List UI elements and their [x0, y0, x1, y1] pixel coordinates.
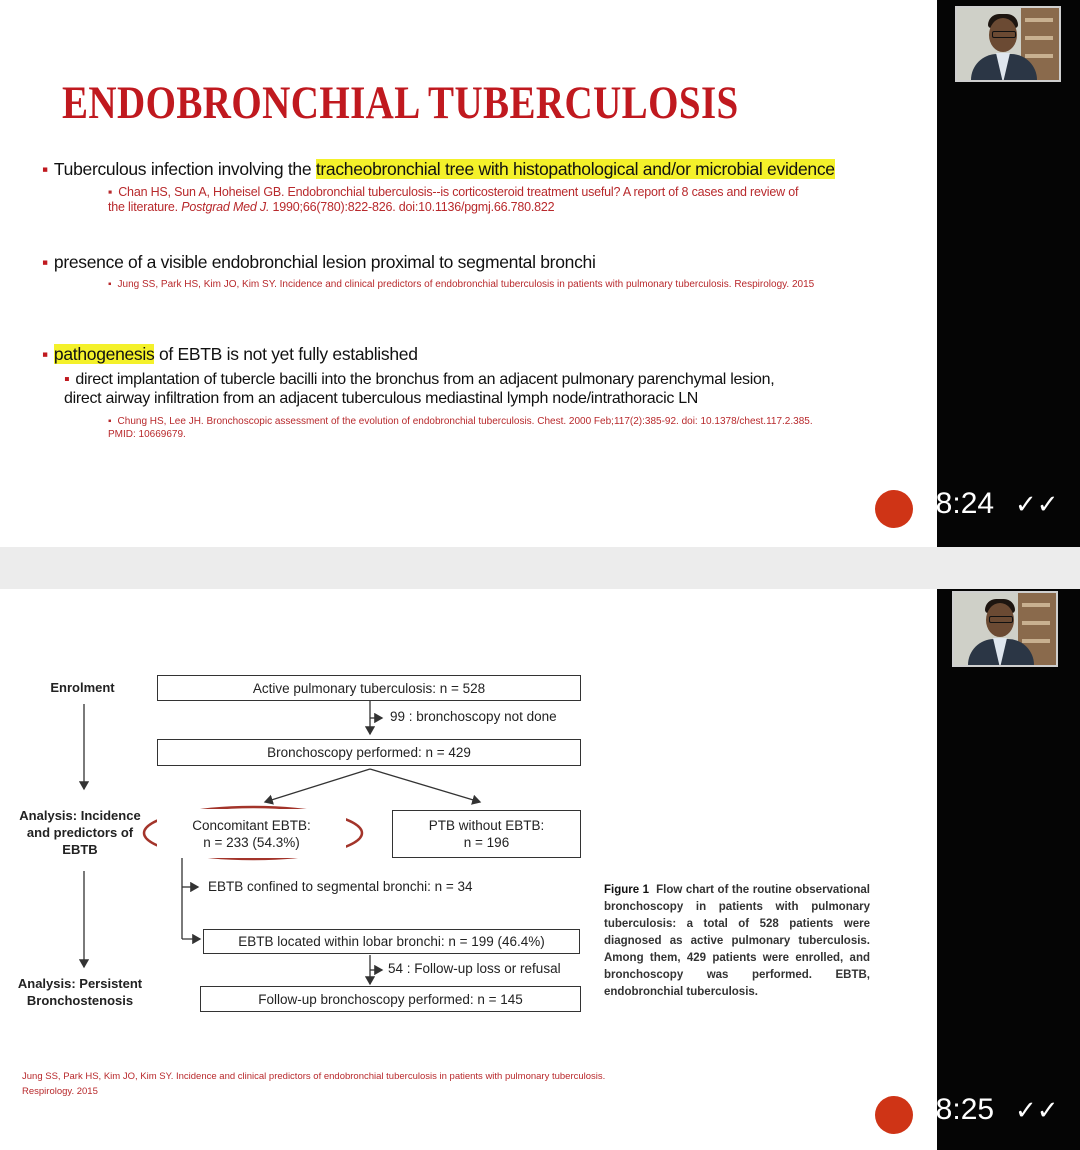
flow-label-persistent: Analysis: Persistent Bronchostenosis — [17, 976, 143, 1008]
flow-excluded-followup: 54 : Follow-up loss or refusal — [388, 961, 561, 976]
slide-bullet-definition: ▪ Tuberculous infection involving the tracheobronchial tree with histopathological and/or microbial evidence — [42, 159, 835, 179]
flow-label-enrolment: Enrolment — [50, 680, 115, 695]
slide-bullet-visible-lesion: ▪ presence of a visible endobronchial lesion proximal to segmental bronchi — [42, 252, 596, 272]
reference-1: ▪ Chan HS, Sun A, Hoheisel GB. Endobronchial tuberculosis--is corticosteroid treatment useful? A report of 8 cases and review of the literature. Postgrad Med J. 1990;66(780):822-826. doi:10.1136/pgmj.66.780.822 — [108, 185, 799, 214]
video-side-panel — [937, 0, 1080, 547]
bullet-text: Tuberculous infection involving the — [53, 159, 316, 179]
presenter-video-thumbnail — [952, 591, 1058, 667]
reference-3: ▪ Chung HS, Lee JH. Bronchoscopic assessment of the evolution of endobronchial tuberculosis. Chest. 2000 Feb;117(2):385-92. doi: 10.1378/chest.117.2.385. PMID: 10669679. — [108, 416, 813, 440]
flow-box-concomitant: Concomitant EBTB: n = 233 (54.3%) — [157, 809, 346, 858]
highlighted-text: tracheobronchial tree with histopathological and/or microbial evidence — [315, 159, 835, 179]
flow-box-lobar: EBTB located within lobar bronchi: n = 199 (46.4%) — [203, 929, 580, 954]
reference-2: ▪ Jung SS, Park HS, Kim JO, Kim SY. Incidence and clinical predictors of endobronchial tuberculosis in patients with pulmonary tuberculosis. Respirology. 2015 — [108, 279, 815, 290]
chat-image-message-1[interactable] — [0, 0, 1080, 547]
chat-image-message-2[interactable] — [0, 589, 1080, 1150]
double-check-icon: ✓✓ — [1015, 489, 1059, 519]
flowchart-connectors — [0, 589, 940, 1150]
flow-label-incidence: Analysis: Incidence and predictors of EBTB — [19, 808, 141, 857]
slide-reference: Jung SS, Park HS, Kim JO, Kim SY. Incidence and clinical predictors of endobronchial tuberculosis in patients with pulmonary tuberculosis. Respirology. 2015 — [22, 1071, 606, 1097]
message-timestamp: 18:24 ✓✓ — [875, 487, 1080, 527]
double-check-icon: ✓✓ — [1015, 1095, 1059, 1125]
flow-box-active-ptb: Active pulmonary tuberculosis: n = 528 — [157, 675, 581, 701]
video-side-panel — [937, 589, 1080, 1150]
slide-sub-bullet: ▪ direct implantation of tubercle bacilli into the bronchus from an adjacent pulmonary parenchymal lesion, direct airway infiltration from an adjacent tuberculous mediastinal lymph node/intrathoracic LN — [64, 371, 775, 407]
flow-box-followup: Follow-up bronchoscopy performed: n = 145 — [200, 986, 581, 1012]
bullet-text: presence of a visible endobronchial lesion proximal to segmental bronchi — [53, 252, 596, 272]
slide-bullet-pathogenesis: ▪ pathogenesis of EBTB is not yet fully established — [42, 344, 418, 364]
figure-caption: Figure 1 Flow chart of the routine observational bronchoscopy in patients with pulmonary tuberculosis: a total of 528 patients were diagnosed as active pulmonary tuberculosis. Among them, 429 patients were enrolled, and bronchoscopy was performed. EBTB, endobronchial tuberculosis. — [604, 884, 870, 998]
slide-title: ENDOBRONCHIAL TUBERCULOSIS — [62, 77, 739, 129]
flow-segmental-bronchi: EBTB confined to segmental bronchi: n = 34 — [208, 879, 473, 894]
flow-box-bronchoscopy: Bronchoscopy performed: n = 429 — [157, 739, 581, 766]
flow-excluded-bronchoscopy: 99 : bronchoscopy not done — [390, 709, 557, 724]
record-dot-icon — [875, 1096, 913, 1134]
record-dot-icon — [875, 490, 913, 528]
message-timestamp: 18:25 ✓✓ — [875, 1093, 1080, 1133]
bullet-text: of EBTB is not yet fully established — [154, 344, 418, 364]
highlighted-text: pathogenesis — [53, 344, 155, 364]
presenter-video-thumbnail — [955, 6, 1061, 82]
flow-box-ptb-without: PTB without EBTB: n = 196 — [392, 810, 581, 858]
